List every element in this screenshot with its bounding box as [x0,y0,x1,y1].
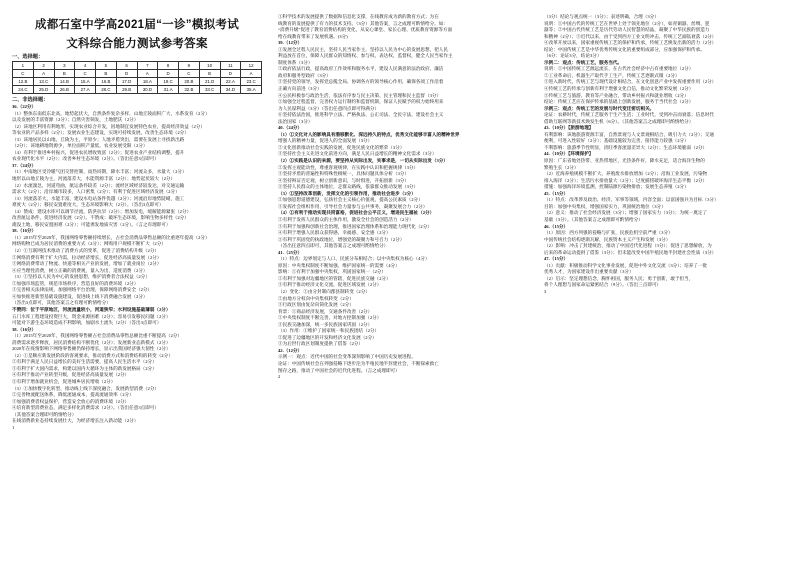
answer-line: （2）近海养殖规模不断扩大，养殖废水排放增加（2分）；沿海工业发展，污染物 [544,171,708,177]
answer-line: ③完善相关法律法规，加强网络平台治理，保障网络消费安全（2分） [12,287,153,293]
answer-line: ⑤传统工艺与旅游、教育等产业融合，带动乡村振兴和就业增收（2分） [544,92,689,98]
answer-table-cell: 28.C [96,86,117,94]
answer-table-cell: 29.B [116,86,137,94]
answer-line: （2）影响：冲击了封建统治，推动了中国近代化进程（3分）；促进了思想解放，为 [544,243,712,249]
answer-table-cell: 19.C [158,78,179,86]
answer-table-cell: 13.C [33,78,54,86]
answer-line: 基础（3分）。（其他答案言之成理即可酌情给分） [544,216,643,222]
answer-line: ①科学技术的发展提供了数据和信息化支撑，在线教育成为新的教育方式；为在 [278,14,439,19]
answer-line: 给在线教育带来了发展机遇。(3分) [278,33,348,39]
answer-line: ②网络消费有利于扩大内需，拉动经济增长，促进经济高质量发展（2分） [12,254,162,260]
answer-line: 论证：中国传统社会在列强侵略下逐步沦为半殖民地半封建社会，不断探索救亡 [278,360,439,366]
answer-line: 43.（10分）【旅游地理】 [544,125,594,131]
answer-line: 在线消费新业态持续发展壮大，为经济增长注入新动能（2分） [12,418,139,424]
answer-line: ②完善物流配送体系，降低流通成本，提高流通效率（2分） [12,392,134,398]
answer-line: （1）2015年至2020年，我国网络零售额占社会消费品零售总额比重不断提高（2分） [12,333,182,339]
page-column-3 [538,0,790,561]
answer-line: 优秀人才，为国家建设作出重要贡献（3分） [544,269,634,275]
answer-line: （其他答案合理即可酌情给分） [12,411,77,417]
answer-line: ③民族交融加深，统一多民族国家巩固（2分） [278,321,373,327]
answer-table-row [13,78,262,86]
answer-line: 政府和服务型政府（3分） [278,72,331,78]
answer-line: ③有利于推动经济文化交流，促进区域发展（2分） [278,282,382,288]
answer-table-cell: D [116,70,137,78]
answer-line: 原因：广东省地处热带、亚热带地区，光热条件好，降水充足，适合海洋生物的 [544,158,705,164]
answer-line: ③有利于扩大国内需求，构建以国内大循环为主体的新发展格局（2分） [12,365,157,371]
answer-line: ⑤有利于巩固党的执政地位，增强党的凝聚力和号召力（2分） [278,236,405,242]
answer-line: （1）特点：边界划定与人口、民族分布相结合；以中央集权为核心（4分） [278,256,430,262]
answer-table-cell: D [220,70,241,78]
answer-line: 地形以山地丘陵为主，河流落差大，水能资源丰富（2分）；地势起伏较大（2分） [12,176,176,182]
answer-line: （1）特点：改革涉及政治、经济、军事等领域，内容全面；以富国强兵为目标（3分） [544,197,719,203]
answer-line: 说明：①中国古代的传统工艺在世界上处于领先地位（2分），如青铜器、丝绸、瓷 [544,20,710,26]
answer-line: ④应当理性消费，树立正确的消费观，量入为出，适度消费（2分） [12,267,148,273]
answer-line: 结论：中国传统工艺是中华优秀传统文化的重要组成部分，应加强保护和传承。 [544,46,705,52]
answer-line: （2分）；该地耕地资源少，单位面积产量低，农业发展受限（2分） [12,143,148,149]
answer-table-cell: 15.A [75,78,96,86]
answer-table-row [13,70,262,78]
answer-line: 示例二：观点：传统工艺，服务当代。 [544,59,623,65]
answer-line: 原因：中央集权制度不断加强，维护国家统一的需要（4分） [278,262,400,268]
answer-line: 为人民谋利益（3分）（答出任意四点即可得满分） [278,105,380,111]
answer-line: 影响：①有利于加强中央集权，巩固国家统一（2分） [278,269,386,275]
answer-line: （3）①坚持以人民为中心的发展思想，维护消费者合法权益（2分） [12,274,150,280]
answer-line: （1）贡献：积极推动科学文化事业发展，促进中外文化交流（3分）；培养了一批 [544,262,708,268]
answer-line: ②促进了边疆地区的开发和经济文化发展（2分） [278,334,377,340]
answer-table-cell: 21.D [199,78,220,86]
answer-line: 农业现代化水平（2分）；改善乡村生态环境（2分）。（答出任意3点即可） [12,156,159,162]
answer-line: 淹没土地，移民安置困难（2分）；可能诱发地质灾害（2分）。（言之有理即可） [12,221,171,227]
answer-line: （3）河流落差大，水能丰富，建设水电站条件优越（2分）；河流沿岸地势陡峭，施工 [12,195,185,201]
answer-line: ④有利于推动产业转型升级，促进经济高质量发展（2分） [12,372,130,378]
answer-line: ②加强思想道德建设，弘扬社会主义核心价值观，提高公民素质（2分） [278,197,423,203]
answer-line: ⑥坚持依法治国，推进科学立法、严格执法、公正司法、全民守法，建设社会主义 [278,112,444,118]
answer-line: 法治国家（3分） [278,118,313,124]
answer-line: 示例一：观点：近代中国的社会变革深刻影响了中国历史发展进程。 [278,354,416,360]
answer-table-cell: 6 [116,62,137,70]
answer-line: 45.（15分） [544,190,569,196]
answer-line: 制度体系（3分） [278,59,313,65]
answer-line: 等农业的产品多样（2分）；发展农业生态建设，实现可持续发展，改善生态环境（2分） [12,130,189,136]
answer-line: ②政府依法行政，提高政府工作效率和服务水平，建设人民满意的法治政府、廉洁 [278,66,444,72]
answer-text-block [12,104,268,431]
answer-line: （3）该地居民以山地、丘陵为主，平原少；人地矛盾突出，需要在发展上寻找新出路 [12,136,185,142]
answer-line: 借助互联网等新技术焕发生机（6分）。（其他答案言之成理即可酌情给分） [544,118,694,124]
answer-table-cell: 32.B [179,86,200,94]
answer-line: ④加快推进新型基础设施建设，促进线上线下消费融合发展（2分） [12,293,148,299]
answer-line: ⑤坚持人民群众的主体地位，走群众路线，依靠群众推动发展（3分） [278,184,419,190]
answer-line: （2）该地区利用有利地形，实现农业综合开发，因地制宜发展特色农业，提高经济效益（2分） [12,123,205,129]
answer-table-cell: 5 [96,62,117,70]
answer-table-cell: 26.B [54,86,75,94]
answer-line: ②有利于加强对边疆地区的管辖，促进民族交融（2分） [278,275,391,281]
answer-line: （2）启示：坚定理想信念，胸怀祖国，服务人民；勇于创新，敢于担当， [544,275,694,281]
answer-line: ③加强消费者权益保护，营造安全放心的消费环境（2分） [12,398,130,404]
answer-line: 3 [544,288,547,294]
answer-table-cell: 23.C [241,78,262,86]
answer-table-cell: 27.A [75,86,96,94]
answer-line: ③坚持社会主义先进文化前进方向，满足人民日益增长的精神文化需求（3分） [278,151,437,157]
answer-table-cell: 7 [137,62,158,70]
answer-line: ②工业革命后，机器生产取代手工生产，传统工艺逐渐式微（2分） [544,72,680,78]
answer-line: （3分）结论与观点统一（3分）；表述明确，合理（3分） [544,14,659,19]
answer-line: 改善航运条件，促进经济发展（2分）。不赞成：破坏生态环境，影响生物多样性（2分） [12,215,189,221]
answer-line: 41.（25分） [278,249,303,255]
answer-line: 1 [12,424,15,430]
answer-line: （4）有利于推进乡村振兴，促进农民增收致富（2分）；促进农业产业结构调整，提升 [12,149,185,155]
answer-line: 繁殖生长（2分） [544,164,579,170]
answer-line: 说明：①中国传统工艺源远流长，在古代社会经济中占有重要地位（2分） [544,66,694,72]
answer-table-cell: 31.A [158,86,179,94]
answer-line: 47.（15分） [544,256,569,262]
answer-table-cell: C [13,70,34,78]
answer-line: 图存之路，推动了中国社会的近代化进程。（言之成理即可） [278,367,400,373]
answer-table-cell: A [137,70,158,78]
answer-line: 42.（12分） [278,347,303,353]
answer-line: ②有利于发挥人民群众的主体作用，激发全社会的创造活力（2分） [278,216,414,222]
answer-line: （2）意义：推动了社会经济发展（3分）；增强了国家实力（3分）；为统一奠定了 [544,210,708,216]
answer-line: 40.（24分） [278,125,303,131]
answer-line: （1）整体东南低东北高，地势起伏大，自然条件复杂多样，山地丘陵面积广大，水系发育（2分） [12,110,210,116]
answer-line: ②有利于满足人民日益增长的美好生活需要，提高人民生活水平（2分） [12,359,157,365]
answer-table-cell: B [96,70,117,78]
answer-line: 36.（22分） [12,104,37,109]
answer-table-row [13,62,262,70]
answer-table-cell: 9 [179,62,200,70]
answer-line: （4）赞成：建设水库可以调节径流，防洪抗旱（2分）；增加发电，缓解能源紧张（2分） [12,208,192,214]
answer-table-cell: C [179,70,200,78]
answer-table-cell: 8 [158,62,179,70]
answer-line: ②由地方分权向中央集权转变（2分） [278,295,354,301]
answer-line: 结论：传统工艺应在保护传承的基础上创新发展，服务于当代社会（2分） [544,99,694,105]
answer-line: 措施：加强海洋环境监测，控制陆源污染物排放；发展生态养殖（2分） [544,184,689,190]
answer-table-cell: 4 [75,62,96,70]
answer-line: ③坚持矛盾的普遍性和特殊性相统一，具体问题具体分析（3分） [278,171,409,177]
answer-line: 中国传统社会结构逐渐瓦解，民族资本主义产生和发展（3分） [544,236,671,242]
answer-line: （4）①有利于推动实现共同富裕，促进社会公平正义，增进民生福祉（2分） [278,210,435,216]
answer-line: （2）①是顺应新发展阶段的客观要求，推动消费方式和消费结构的转变（2分） [12,352,173,358]
page-column-1 [6,0,268,561]
answer-line: （1）2015年至2020年，我国网络零售额持续增长，占社会消费品零售总额的比重逐年提高（2分） [12,234,210,240]
answer-line: 正确方向前进（3分） [278,86,322,92]
answer-line: （答出任意四点即可，其他答案言之成理可酌情给分） [278,243,389,249]
page-column-2 [272,0,534,561]
answer-line: （1）中南地区受冷暖气团交替控制，雨热同期，降水丰富；河流众多，水量大（2分） [12,169,187,175]
answer-line: （6分：论证3分，结论3分） [544,53,602,59]
answer-line: 有利影响：该地旅游资源丰富，自然景观与人文景观相结合，吸引力大（2分）；交通 [544,131,714,137]
answer-line: 可能对下游生态环境造成不利影响，加剧水土流失（2分）（答出3点即可） [12,320,162,326]
answer-table-cell: 33.C [199,86,220,94]
answer-line: 44.（10分）【环境保护】 [544,151,594,157]
answer-line: ⑤加强全过程监督，完善权力运行制约和监督机制，保证人民赋予的权力始终用来 [278,99,444,105]
answer-line: 后来的革命运动提供了借鉴（3分）；但未能改变中国半殖民地半封建社会性质（3分） [544,249,717,255]
answer-line: （2）变化：①由分封制向郡县制转变（2分） [278,288,370,294]
answer-line: ⑤有利于增加就业机会，促进城乡居民增收（2分） [12,378,116,384]
answer-line: 器等；②中国古代传统工艺是历代劳动人民智慧的结晶，凝聚了中华民族的创造力 [544,27,710,33]
answer-line: ②中央集权制度不断完善，对地方控制加强（2分） [278,315,382,321]
answer-table-cell: A [241,70,262,78]
answer-line: ④培育新型消费业态，满足多样化消费需求（2分）。（答出任意3点即可） [12,405,159,411]
answer-line: ③坚持党的领导，发挥党总揽全局、协调各方的领导核心作用，确保各项工作沿着 [278,79,444,85]
answer-table-cell: 14.B [54,78,75,86]
answer-table-cell: 30.D [137,86,158,94]
answer-line: 线教育的发展提供了有力的技术支持。（3分）其他答案，言之成理可酌情给分。如： [278,20,448,26]
answer-line: 需求大（2分）；沿岸城市较多，人口密集（2分）；有利于促进区域经济发展（2分） [12,189,180,195]
answer-table-cell: 35.A [241,86,262,94]
answer-table-cell: 20.B [179,78,200,86]
answer-line: ③网络消费带动了物流、快递等相关产业的发展，增加了就业岗位（2分） [12,261,162,267]
answer-line: 背景：①商品经济发展，交通条件改善（2分） [278,308,373,314]
answer-table-cell: 12.B [13,78,34,86]
answer-line: （3）①加快数字化转型，推动线上线下深度融合，发展新型消费（2分） [12,385,160,391]
answer-text-block [544,14,790,296]
answer-line: ③发挥社会组织作用，引导社会力量参与公共事务，凝聚发展合力（2分） [278,203,428,209]
answer-line: ②发挥主观能动性，尊重客观规律，在实践中认识和把握规律（3分） [278,164,419,170]
answer-line: ④改革开放以来，国家重视传统工艺的保护和传承，传统工艺焕发出新的活力（2分） [544,40,717,46]
answer-table-cell: B [199,70,220,78]
answer-table-cell: 22.A [220,78,241,86]
answer-line: 消费需求逐步释放，居民消费结构不断优化（2分）；发展新业态新模式（2分） [12,339,171,345]
answer-line: ③为后世行政区划制度提供了借鉴（2分） [278,341,363,347]
answer-line: ③进入新时代，传统工艺与现代设计相结合，在文化创意产业中发挥重要作用（2分） [544,79,717,85]
answer-line: ③有利于加强和创新社会治理，推进国家治理体系和治理能力现代化（2分） [278,223,432,229]
answer-line: 便利，可进入性较好（2分）；基础设施较为完善，接待能力较强（2分） [544,138,689,144]
answer-table-row [13,86,262,94]
answer-line: 46.（15分） [544,223,569,229]
answer-line: 38.（16分） [12,228,37,234]
answer-line: ②加强市场监管，规范市场秩序，营造良好的消费环境（2分） [12,280,139,286]
answer-table-cell: 10 [199,62,220,70]
answer-line: 38.（16分） [12,326,37,332]
answer-line: 利益放在首位，保障人民群众的知情权、参与权、表达权、监督权，健全人民当家作主 [278,53,453,59]
answer-table-cell: 25.D [33,86,54,94]
answer-line: （1）原因：西方列强的侵略与扩张，民族危机空前严重（3分） [544,230,673,236]
answer-line: ④公民积极参与政治生活，依法有序参与民主决策、民主管理和民主监督（3分） [278,92,442,98]
answer-table-cell: 24.C [13,86,34,94]
page-subtitle: 文科综合能力测试参考答案 [66,38,208,50]
answer-line: “消费升级”促进了教育消费结构的变化，从安心课堂、家长心理、优质教育资源等方面 [278,27,453,33]
answer-line: 五门水库工程建设投资巨大，资金来源困难（2分）；容易引发移民问题（2分） [12,313,171,319]
answer-line: 增强人的精神力量，促进人的全面发展（3分） [278,138,373,144]
answer-line: 37.（24分） [12,162,37,168]
answer-line: 网络购物已成为居民消费的重要方式（2分）；网购用户规模不断扩大（2分） [12,241,166,247]
answer-line: （2）水流湍急，河道弯曲，航运条件较差（2分）；流经区域经济较发达，对交通运输 [12,182,185,188]
answer-line: ④有利于增强人民群众获得感、幸福感、安全感（2分） [278,230,391,236]
answer-line: 目的：加强中央集权，增强国家实力，巩固统治地位（3分） [544,203,666,209]
section-heading-choice: 一、选择题： [12,54,44,60]
answer-line: （3）①坚持改革创新，发挥文化的引领作用，推动社会进步（2分） [278,190,416,196]
answer-line: 论证：农耕时代，传统工艺服务于生产生活；工业时代，受到冲击而衰落；信息时代 [544,112,714,118]
page-title: 成都石室中学高2021届“一诊”模拟考试 [34,19,240,31]
answer-line: 难度大（2分）；移民安置难度大，生态环境影响大（2分）。（答出3点即可） [12,202,164,208]
answer-line: ②文化创新推动社会实践的发展，促进民族文化的繁荣（3分） [278,144,405,150]
answer-table-cell: D [158,70,179,78]
answer-table-cell: 11 [220,62,241,70]
answer-table-cell: 1 [13,62,34,70]
answer-text-block [278,14,534,381]
answer-table [12,61,262,94]
answer-line: （答出3点即可，其他答案言之有理可酌情给分） [12,300,111,306]
section-heading-nonchoice: 二、非选择题： [12,97,49,103]
answer-table-cell: 16.B [96,78,117,86]
answer-line: （1）①文化对人的影响具有潜移默化、深远持久的特点，优秀文化能够丰富人的精神世界 [278,131,460,137]
answer-table-cell: 12 [241,62,262,70]
answer-line: 不利影响：旅游季节性明显，淡旺季客流量差异大（2分）；生态环境脆弱（2分） [544,144,708,150]
answer-table-cell: B [54,70,75,78]
answer-line: 2020年在疫情影响下网络零售额仍保持增长，显示出我国经济强大韧性（2分） [12,346,171,352]
answer-table-cell: 3 [54,62,75,70]
answer-line: ①发展全过程人民民主，坚持人民当家作主，坚持以人民为中心的发展思想，把人民 [278,46,448,52]
answer-line: 示例三：观点：传统工艺的发展与时代变迁密切相关。 [544,105,655,111]
answer-line: ③行政区划由复杂向简化发展（2分） [278,302,354,308]
answer-line: 不赞同：位于平原地区，河流流量较小，河道狭窄；水利设施基础薄弱（2分） [12,306,171,312]
answer-table-cell: 2 [33,62,54,70]
answer-line: 将个人理想与国家命运紧密结合（9分）。（答出三点即可） [544,282,662,288]
answer-line: ④坚持辩证否定观，树立创新意识，与时俱进，开拓创新（3分） [278,177,409,183]
answer-line: （2）①互联网技术推动了消费方式的变革，促进了消费结构升级（2分） [12,248,160,254]
answer-line: 以及发展的丰富资源（2分）；自然灾害频发，土地肥沃（2分） [12,117,139,123]
answer-table-cell: 34.D [220,86,241,94]
answer-table-cell: A [33,70,54,78]
answer-line: （3）作用：①维护了国家统一和民族团结（2分） [278,328,380,334]
answer-line: 39.（12分） [278,40,303,46]
answer-line: 排入海洋（2分）；生活污水排放量大（2分）；过度捕捞破坏海洋生态平衡（2分） [544,177,708,183]
answer-table-cell: 18.A [137,78,158,86]
answer-line: ④传统工艺的传承与创新有利于增强文化自信，推动文化繁荣发展（2分） [544,86,694,92]
answer-table-cell: 17.D [116,78,137,86]
answer-table-cell: C [75,70,96,78]
answer-line: （2）①实践是认识的来源，要坚持从实际出发，实事求是，一切从实际出发（3分） [278,158,448,164]
answer-line: 2 [278,374,281,380]
answer-line: 和精神（2分）；③近代以来，由于受到西方工业文明冲击，传统工艺面临衰落（2分） [544,33,717,39]
